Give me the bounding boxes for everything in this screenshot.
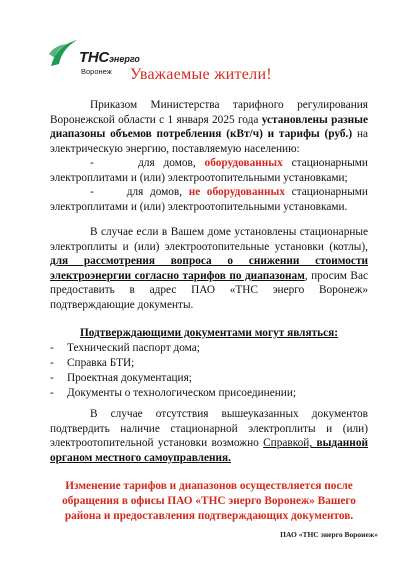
- equipped-highlight: оборудованных: [204, 157, 283, 169]
- greeting-heading: Уважаемые жители!: [130, 66, 272, 83]
- house-type-equipped: - для домов, оборудованных стационарными электроплитами и (или) электроотопительными установками;: [50, 157, 368, 184]
- list-item: - Технический паспорт дома;: [50, 342, 200, 354]
- certificate-underlined: Справкой,: [263, 437, 317, 450]
- logo-mark-icon: [47, 36, 79, 70]
- list-item: - Документы о технологическом присоединении;: [50, 387, 297, 399]
- not-equipped-highlight: не оборудованных: [188, 186, 285, 199]
- docs-heading: Подтверждающими документами могут являться:: [79, 327, 339, 339]
- logo-city: Воронеж: [81, 67, 112, 76]
- tariff-change-notice: Изменение тарифов и диапазонов осуществляется после обращения в офисы ПАО «ТНС энерго Воронеж» Вашего района и предоставления подтверждающих документов.: [62, 480, 356, 522]
- signature: ПАО «ТНС энерго Воронеж»: [280, 530, 378, 539]
- intro-paragraph: Приказом Министерства тарифного регулирования Воронежской области с 1 января 2025 года установлены разные диапазоны объемов потребления (кВт/ч) и тарифы (руб.) на электрическую энергию, поставляемую населению:: [50, 99, 369, 155]
- list-item: - Справка БТИ;: [50, 357, 135, 369]
- authority-bold-underlined: выданной органом местного самоуправления.: [50, 437, 368, 464]
- case-paragraph: В случае если в Вашем доме установлены стационарные электроплиты и (или) электроотопительные установки (котлы), для рассмотрения вопроса о снижении стоимости электроэнергии согласно тарифов по диапазонам, просим Вас предоставить в адрес ПАО «ТНС энерго Воронеж» подтверждающие документы.: [50, 226, 368, 311]
- logo-brand: ТНСэнерго: [79, 49, 140, 66]
- house-types-list: [50, 156, 368, 214]
- documents-list: [50, 341, 296, 401]
- intro-bold: установлены разные диапазоны объемов потребления (кВт/ч) и тарифы (руб.): [50, 113, 368, 141]
- list-item: - Проектная документация;: [50, 372, 192, 384]
- absence-paragraph: В случае отсутствия вышеуказанных документов подтвердить наличие стационарной электроплиты и (или) электроотопительной установки возможно Справкой, выданной органом местного самоуправления.: [50, 408, 368, 464]
- house-type-not-equipped: - для домов, не оборудованных стационарными электроплитами и (или) электроотопительными установками.: [50, 186, 368, 213]
- case-bold-underlined: для рассмотрения вопроса о снижении стоимости электроэнергии согласно тарифов по диапазонам: [50, 255, 368, 282]
